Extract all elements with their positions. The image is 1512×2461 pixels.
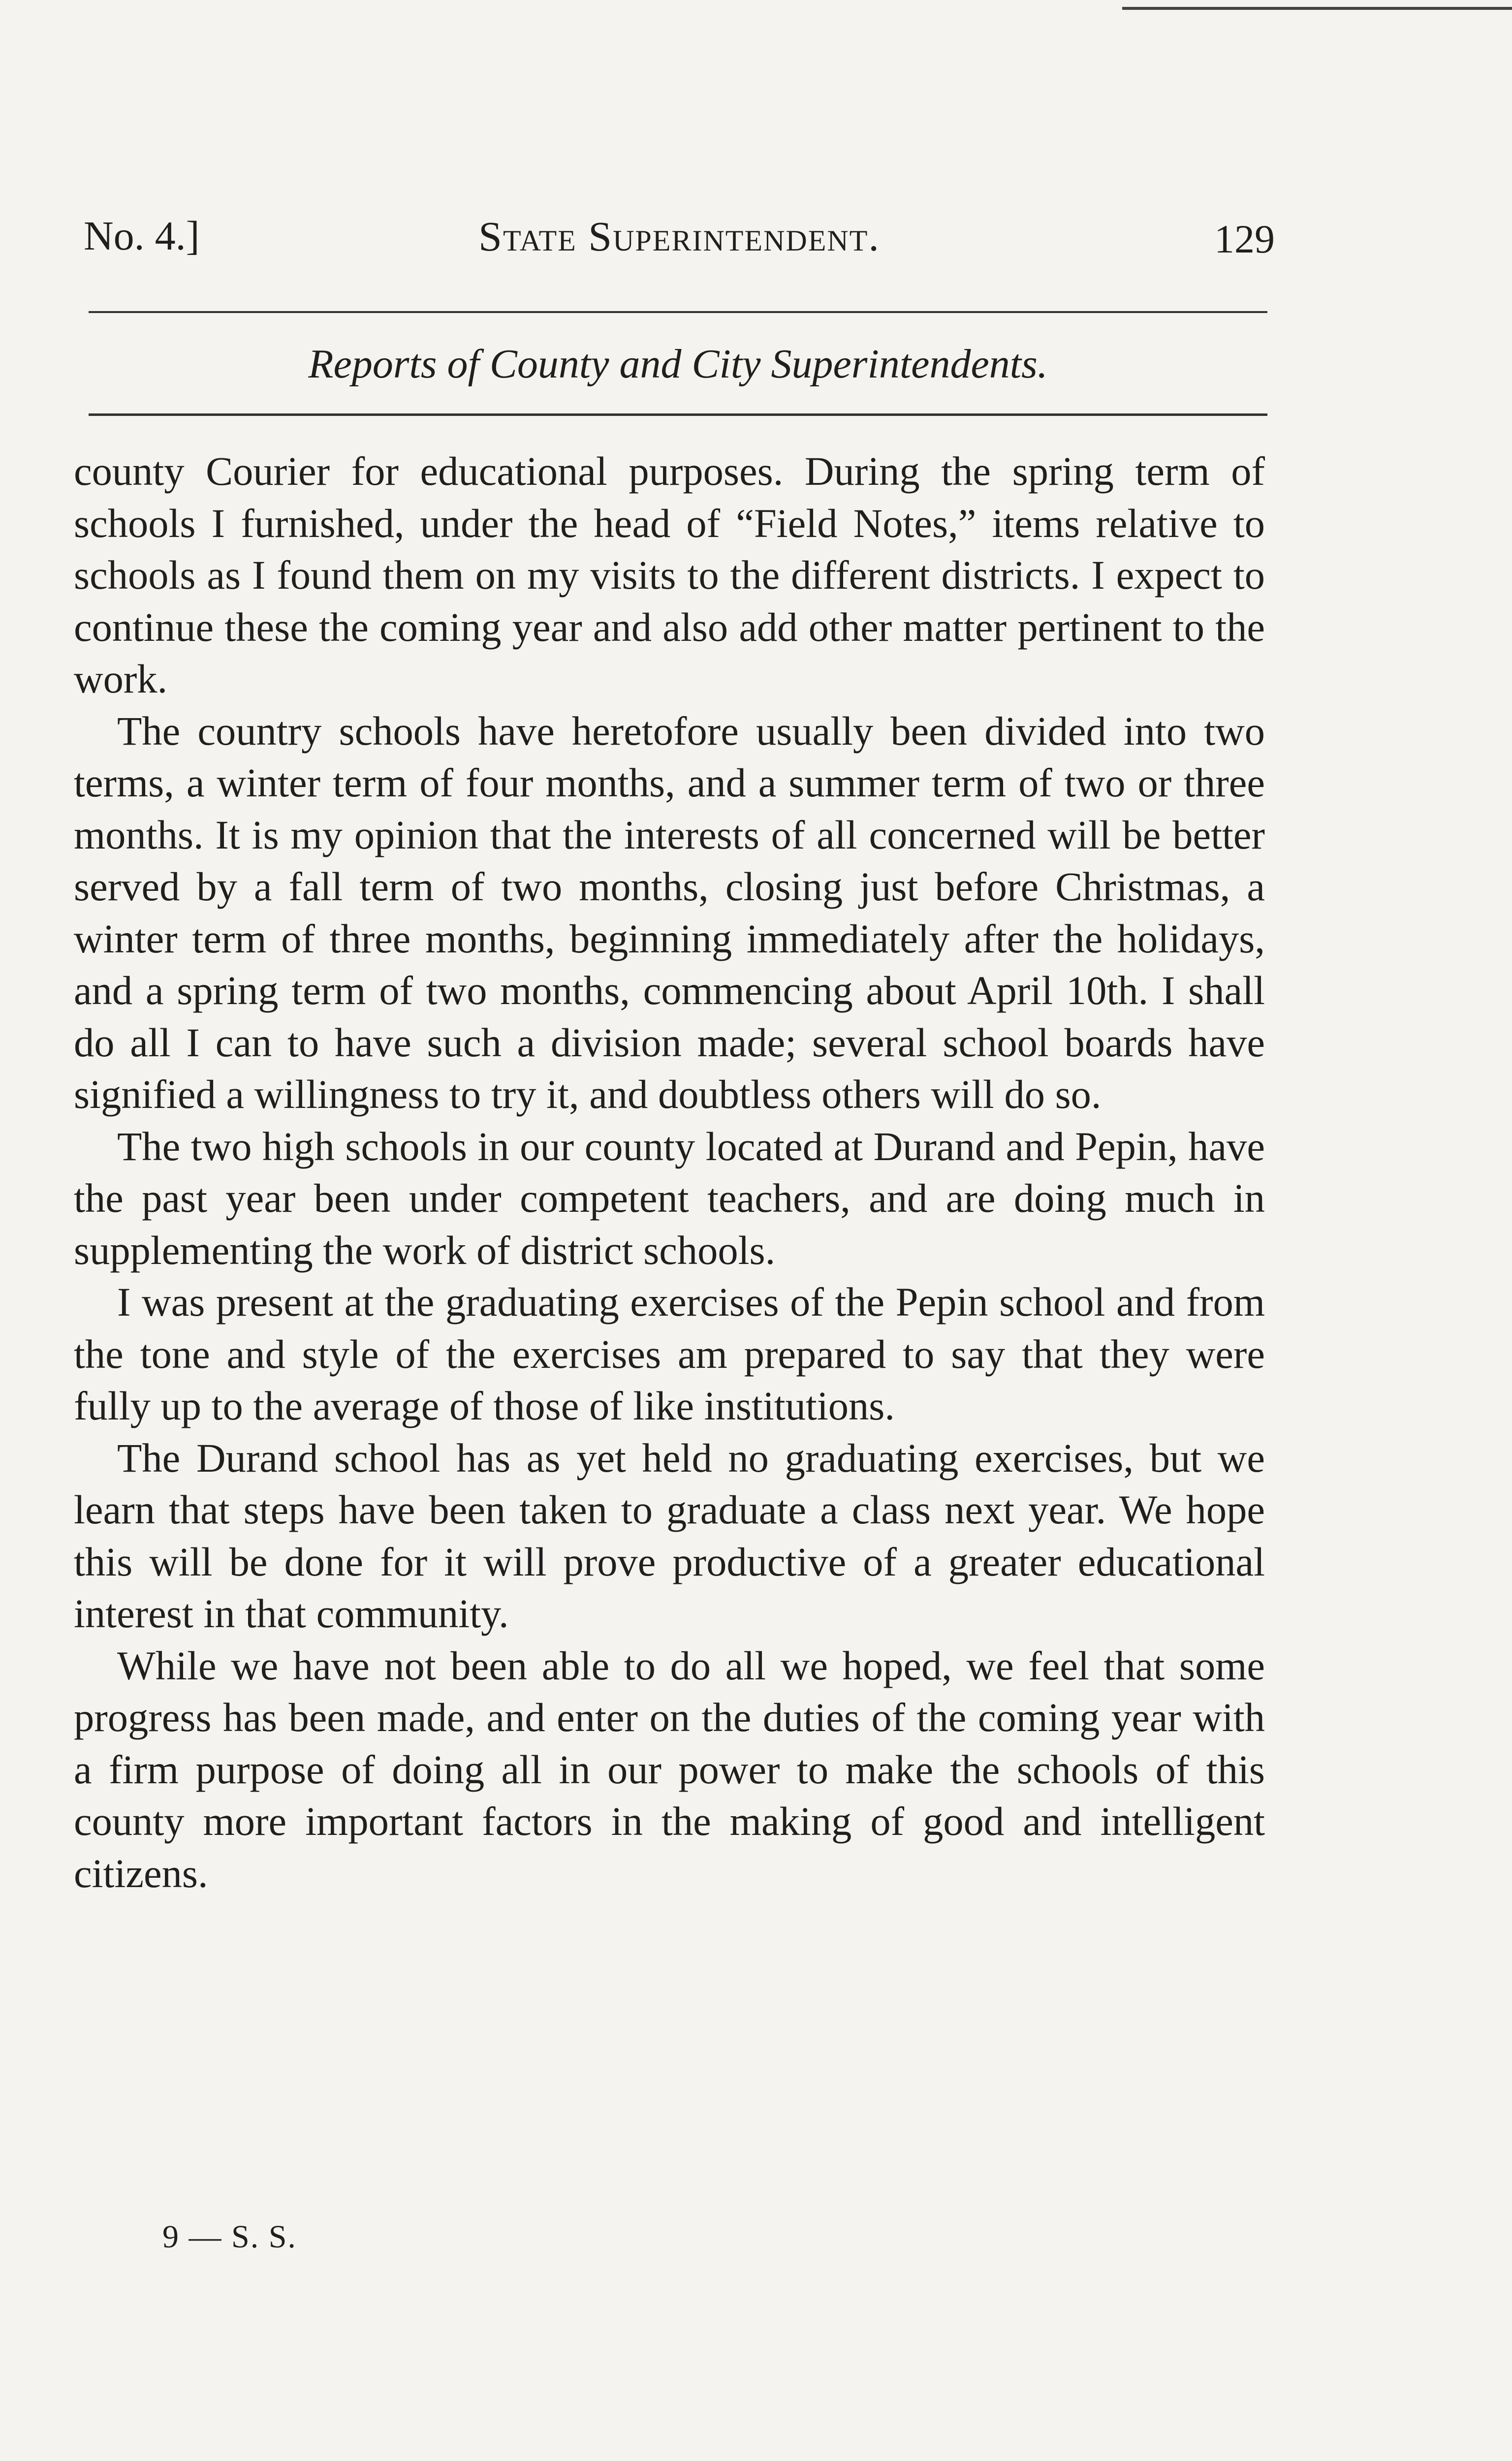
header-rule-top [89,311,1267,313]
paragraph-5: The Durand school has as yet held no graduating exercises, but we learn that steps have been taken to graduate a class next year. We hope this will be done for it will prove productive of a greater educational interest in that community. [74,1435,1265,1636]
issue-number: No. 4.] [84,213,200,259]
page-number: 129 [1214,217,1275,261]
paragraph-2: The country schools have heretofore usually been divided into two terms, a winter term of four months, and a summer term of two or three months. It is my opinion that the interests of all concerned will be better served by a fall term of two months, closing just before Christmas, a winter term of three months, beginning immediately after the holidays, and a spring term of two months, commencing about April 10th. I shall do all I can to have such a division made; several school boards have signified a willingness to try it, and doubtless others will do so. [74,708,1265,1117]
section-subheading: Reports of County and City Superintendents. [308,341,1048,387]
paragraph-6: While we have not been able to do all we hoped, we feel that some progress has been made, and enter on the duties of the coming year with a firm purpose of doing all in our power to make the schools of this county more important factors in the making of good and intelligent citizens. [74,1642,1265,1896]
body-text [74,445,1265,1899]
top-corner-rule [1122,7,1512,10]
paragraph-3: The two high schools in our county located at Durand and Pepin, have the past year been under competent teachers, and are doing much in supplementing the work of district schools. [74,1123,1265,1273]
paragraph-1: county Courier for educational purposes. During the spring term of schools I furnished, under the head of “Field Notes,” items relative to schools as I found them on my visits to the different districts. I expect to continue these the coming year and also add other matter pertinent to the work. [74,448,1265,701]
paragraph-4: I was present at the graduating exercises of the Pepin school and from the tone and style of the exercises am prepared to say that they were fully up to the average of those of like institutions. [74,1279,1265,1428]
running-head [84,207,1275,266]
signature-mark: 9 — S. S. [162,2219,297,2255]
running-title: State Superintendent. [478,213,880,260]
header-rule-bottom [89,413,1267,416]
